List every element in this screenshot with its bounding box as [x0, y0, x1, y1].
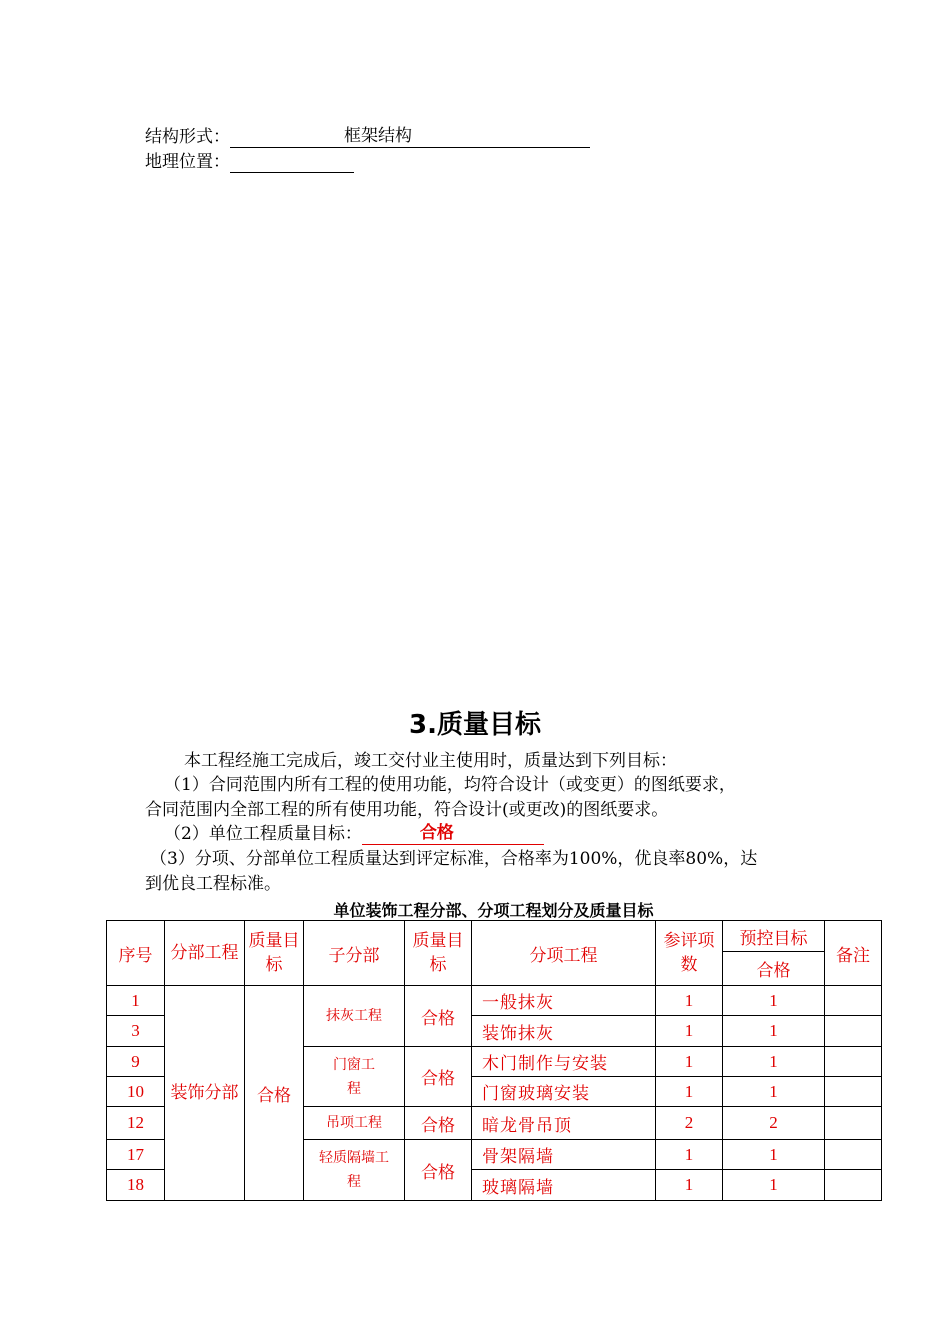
row-seq: 18 [107, 1170, 165, 1201]
row-count: 1 [656, 1016, 723, 1047]
item2-underline [362, 823, 544, 845]
row-count: 1 [656, 1140, 723, 1170]
item1-line2: 合同范围内全部工程的所有使用功能，符合设计(或更改)的图纸要求。 [145, 800, 669, 820]
item1-line1: （1）合同范围内所有工程的使用功能，均符合设计（或变更）的图纸要求， [164, 775, 736, 795]
item2-value: 合格 [419, 823, 454, 843]
item2-label: （2）单位工程质量目标： [164, 824, 362, 844]
item3-line1: （3）分项、分部单位工程质量达到评定标准，合格率为100%，优良率80%，达 [150, 849, 758, 869]
header-target: 预控目标 [723, 921, 825, 952]
structure-value: 框架结构 [344, 126, 412, 146]
row-target: 1 [723, 1047, 825, 1077]
header-item: 分项工程 [472, 921, 656, 986]
location-line [145, 151, 354, 173]
header-target-sub: 合格 [723, 952, 825, 986]
row-count: 1 [656, 1170, 723, 1201]
group-goal-cell: 合格 [405, 1140, 472, 1201]
header-row-1 [107, 921, 882, 952]
row-target: 1 [723, 1077, 825, 1107]
structure-label: 结构形式： [145, 127, 230, 147]
row-item: 暗龙骨吊顶 [472, 1107, 656, 1140]
row-item: 玻璃隔墙 [472, 1170, 656, 1201]
header-remark: 备注 [825, 921, 882, 986]
row-seq: 3 [107, 1016, 165, 1047]
group-name-cell: 抹灰工程 [304, 986, 405, 1047]
division-goal-cell: 合格 [245, 986, 304, 1201]
row-seq: 17 [107, 1140, 165, 1170]
row-item: 骨架隔墙 [472, 1140, 656, 1170]
row-target: 1 [723, 1170, 825, 1201]
header-division: 分部工程 [165, 921, 245, 986]
row-count: 1 [656, 986, 723, 1016]
row-target: 1 [723, 1140, 825, 1170]
quality-table [106, 920, 882, 1201]
item2-line [164, 823, 544, 845]
group-goal-cell: 合格 [405, 986, 472, 1047]
row-target: 2 [723, 1107, 825, 1140]
group-goal-cell: 合格 [405, 1107, 472, 1140]
header-division-goal: 质量目标 [245, 921, 304, 986]
row-item: 一般抹灰 [472, 986, 656, 1016]
row-remark [825, 1140, 882, 1170]
section-title: 3.质量目标 [409, 710, 541, 740]
row-count: 2 [656, 1107, 723, 1140]
row-target: 1 [723, 986, 825, 1016]
header-sub-division: 子分部 [304, 921, 405, 986]
division-name-cell: 装饰分部 [165, 986, 245, 1201]
group-name-cell: 轻质隔墙工程 [304, 1140, 405, 1201]
row-item: 木门制作与安装 [472, 1047, 656, 1077]
intro-text: 本工程经施工完成后，竣工交付业主使用时，质量达到下列目标： [184, 751, 677, 771]
location-label: 地理位置： [145, 152, 230, 172]
row-remark [825, 1016, 882, 1047]
row-remark [825, 1170, 882, 1201]
structure-underline [230, 126, 590, 148]
row-remark [825, 1047, 882, 1077]
table-caption: 单位装饰工程分部、分项工程划分及质量目标 [333, 901, 654, 920]
header-sub-goal: 质量目标 [405, 921, 472, 986]
group-name-cell: 门窗工程 [304, 1047, 405, 1107]
row-seq: 12 [107, 1107, 165, 1140]
structure-line [145, 126, 590, 148]
row-item: 门窗玻璃安装 [472, 1077, 656, 1107]
item3-line2: 到优良工程标准。 [145, 874, 281, 894]
row-remark [825, 1077, 882, 1107]
row-item: 装饰抹灰 [472, 1016, 656, 1047]
row-count: 1 [656, 1077, 723, 1107]
group-name-cell: 吊项工程 [304, 1107, 405, 1140]
header-seq: 序号 [107, 921, 165, 986]
row-seq: 10 [107, 1077, 165, 1107]
location-underline [230, 154, 354, 173]
row-seq: 9 [107, 1047, 165, 1077]
group-goal-cell: 合格 [405, 1047, 472, 1107]
header-count: 参评项数 [656, 921, 723, 986]
row-seq: 1 [107, 986, 165, 1016]
row-remark [825, 986, 882, 1016]
row-target: 1 [723, 1016, 825, 1047]
row-remark [825, 1107, 882, 1140]
row-count: 1 [656, 1047, 723, 1077]
table-row [107, 986, 882, 1016]
